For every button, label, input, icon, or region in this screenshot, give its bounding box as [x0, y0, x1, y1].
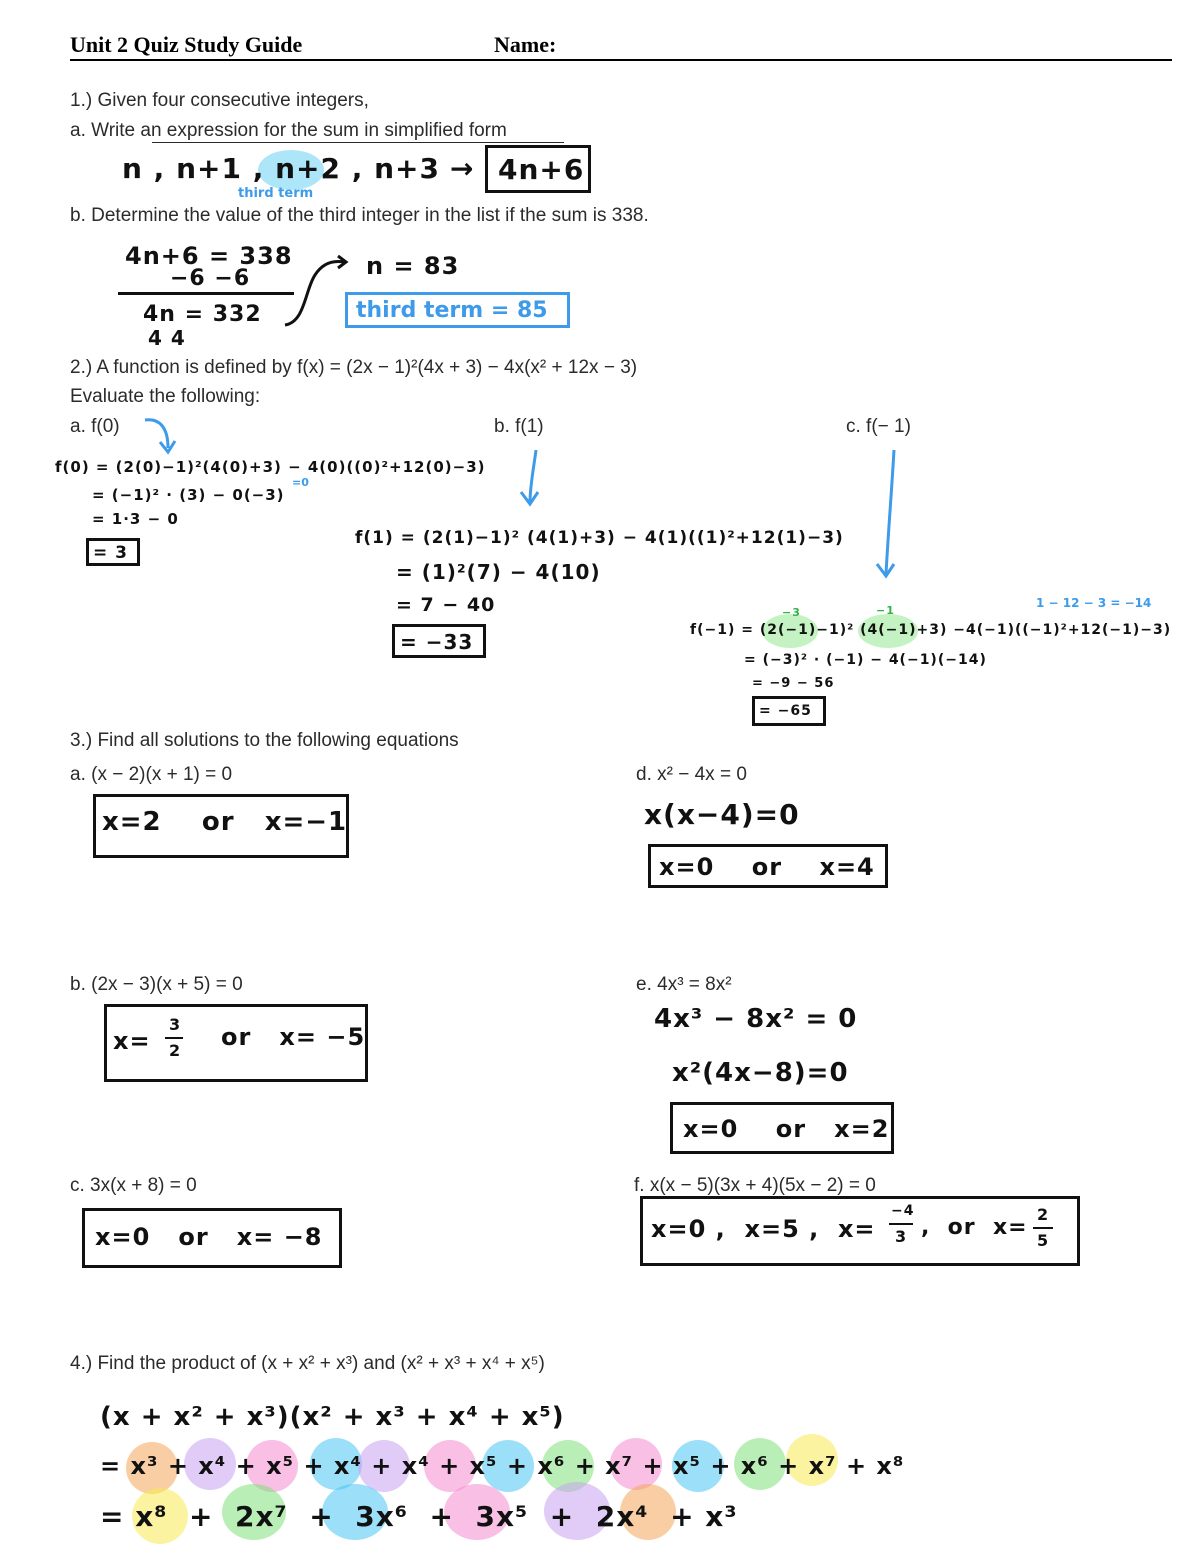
q2a-label: a. f(0) [70, 416, 120, 437]
q3a-label: a. (x − 2)(x + 1) = 0 [70, 764, 233, 785]
q1a-note: third term [238, 186, 314, 201]
q3f-fraction1-bar [889, 1223, 913, 1225]
q2a-arrow [140, 410, 190, 460]
q2a-line2: = (−1)² · (3) − 0(−3) [92, 486, 285, 504]
q3f-answer-b: , or x= [921, 1215, 1028, 1240]
q1a-arrow: → [450, 152, 475, 185]
q1b-line1: 4n+6 = 338 [125, 242, 293, 270]
q1b-curve-arrow [280, 250, 350, 330]
q3f-fraction2-bar [1033, 1227, 1053, 1229]
q3f-fraction2-den: 5 [1037, 1231, 1050, 1250]
q3d-answer: x=0 or x=4 [659, 853, 875, 881]
q3a-answer: x=2 or x=−1 [102, 807, 348, 837]
q3d-answer-box [648, 844, 888, 888]
q1b-line4: 4 4 [148, 326, 186, 350]
q1a-answer-box [485, 145, 591, 193]
q3f-label: f. x(x − 5)(3x + 4)(5x − 2) = 0 [634, 1175, 876, 1196]
q2c-line2: = (−3)² · (−1) − 4(−1)(−14) [744, 652, 987, 668]
q2c-note-green2: −1 [876, 604, 895, 617]
q3e-work2: x²(4x−8)=0 [672, 1058, 849, 1088]
q2b-line1: f(1) = (2(1)−1)² (4(1)+3) − 4(1)((1)²+12(1)−3) [355, 528, 844, 548]
q3b-answer-post: or x= −5 [221, 1023, 366, 1051]
q3d-work: x(x−4)=0 [644, 798, 800, 831]
q2-prompt: 2.) A function is defined by f(x) = (2x − 1)²(4x + 3) − 4x(x² + 12x − 3) [70, 357, 638, 378]
q4-line2: = x³ + x⁴ + x⁵ + x⁴ + x⁴ + x⁵ + x⁶ + x⁷ + x⁵ + x⁶ + x⁷ + x⁸ [100, 1452, 905, 1480]
q3e-label: e. 4x³ = 8x² [636, 974, 732, 995]
q3f-answer-box [640, 1196, 1080, 1266]
q4-prompt: 4.) Find the product of (x + x² + x³) and (x² + x³ + x⁴ + x⁵) [70, 1353, 545, 1374]
q3c-answer: x=0 or x= −8 [95, 1223, 323, 1251]
q3e-answer: x=0 or x=2 [683, 1115, 890, 1143]
q1a-underline [152, 142, 564, 143]
q4-line1: (x + x² + x³)(x² + x³ + x⁴ + x⁵) [100, 1402, 565, 1432]
q4-line3: = x⁸ + 2x⁷ + 3x⁶ + 3x⁵ + 2x⁴ + x³ [100, 1500, 738, 1533]
q2c-answer-box [752, 696, 826, 726]
q1b-answer-box [345, 292, 570, 328]
q2c-arrow [870, 446, 910, 582]
q2c-label: c. f(− 1) [846, 416, 911, 437]
q3b-fraction-bar [165, 1037, 183, 1039]
q2b-arrow [512, 446, 552, 510]
q1b-line3: 4n = 332 [143, 302, 262, 327]
q2-eval: Evaluate the following: [70, 386, 261, 407]
q1-prompt: 1.) Given four consecutive integers, [70, 90, 369, 111]
q3f-fraction1-num: −4 [891, 1203, 915, 1219]
q2a-line1: f(0) = (2(0)−1)²(4(0)+3) − 4(0)((0)²+12(0)−3) [55, 458, 486, 476]
q1a-work: n , n+1 , n+2 , n+3 [122, 152, 440, 185]
q2c-line1: f(−1) = (2(−1)−1)² (4(−1)+3) −4(−1)((−1)²+12(−1)−3) [690, 622, 1172, 638]
q3a-answer-box [93, 794, 349, 858]
q2c-answer: = −65 [759, 703, 812, 719]
q3f-answer-a: x=0 , x=5 , x= [651, 1215, 876, 1243]
q1b-n-value: n = 83 [366, 252, 460, 280]
q3e-answer-box [670, 1102, 894, 1154]
q3-prompt: 3.) Find all solutions to the following equations [70, 730, 459, 751]
q3d-label: d. x² − 4x = 0 [636, 764, 747, 785]
page-title: Unit 2 Quiz Study Guide [70, 32, 303, 57]
q2b-line3: = 7 − 40 [396, 594, 496, 616]
q1b-line2: −6 −6 [170, 266, 251, 291]
q1b-answer: third term = 85 [356, 298, 548, 323]
q2c-line3: = −9 − 56 [752, 676, 835, 691]
q2b-label: b. f(1) [494, 416, 544, 437]
q3f-fraction1-den: 3 [895, 1227, 908, 1246]
q2a-answer-box [86, 538, 140, 566]
q3b-answer-box [104, 1004, 368, 1082]
q3b-fraction-num: 3 [169, 1015, 182, 1034]
q2c-note-blue: 1 − 12 − 3 = −14 [1036, 596, 1152, 610]
name-label: Name: [494, 32, 557, 57]
q2a-note: =0 [292, 476, 309, 489]
q2b-line2: = (1)²(7) − 4(10) [396, 560, 601, 584]
q3b-answer-pre: x= [113, 1027, 151, 1055]
q2a-line3: = 1·3 − 0 [92, 510, 179, 528]
q1a-prompt: a. Write an expression for the sum in simplified form [70, 120, 507, 141]
q3e-work1: 4x³ − 8x² = 0 [654, 1004, 858, 1034]
q2b-answer-box [392, 624, 486, 658]
q3b-fraction-den: 2 [169, 1041, 182, 1060]
q2b-answer: = −33 [400, 630, 474, 654]
q3c-answer-box [82, 1208, 342, 1268]
q3b-label: b. (2x − 3)(x + 5) = 0 [70, 974, 243, 995]
header-rule [70, 59, 1172, 61]
q1b-divider [118, 292, 294, 295]
q1a-answer: 4n+6 [498, 153, 585, 186]
q1b-prompt: b. Determine the value of the third integer in the list if the sum is 338. [70, 205, 649, 226]
q3c-label: c. 3x(x + 8) = 0 [70, 1175, 197, 1196]
q2c-note-green1: −3 [782, 606, 801, 619]
q2a-answer: = 3 [93, 543, 128, 563]
q3f-fraction2-num: 2 [1037, 1205, 1050, 1224]
